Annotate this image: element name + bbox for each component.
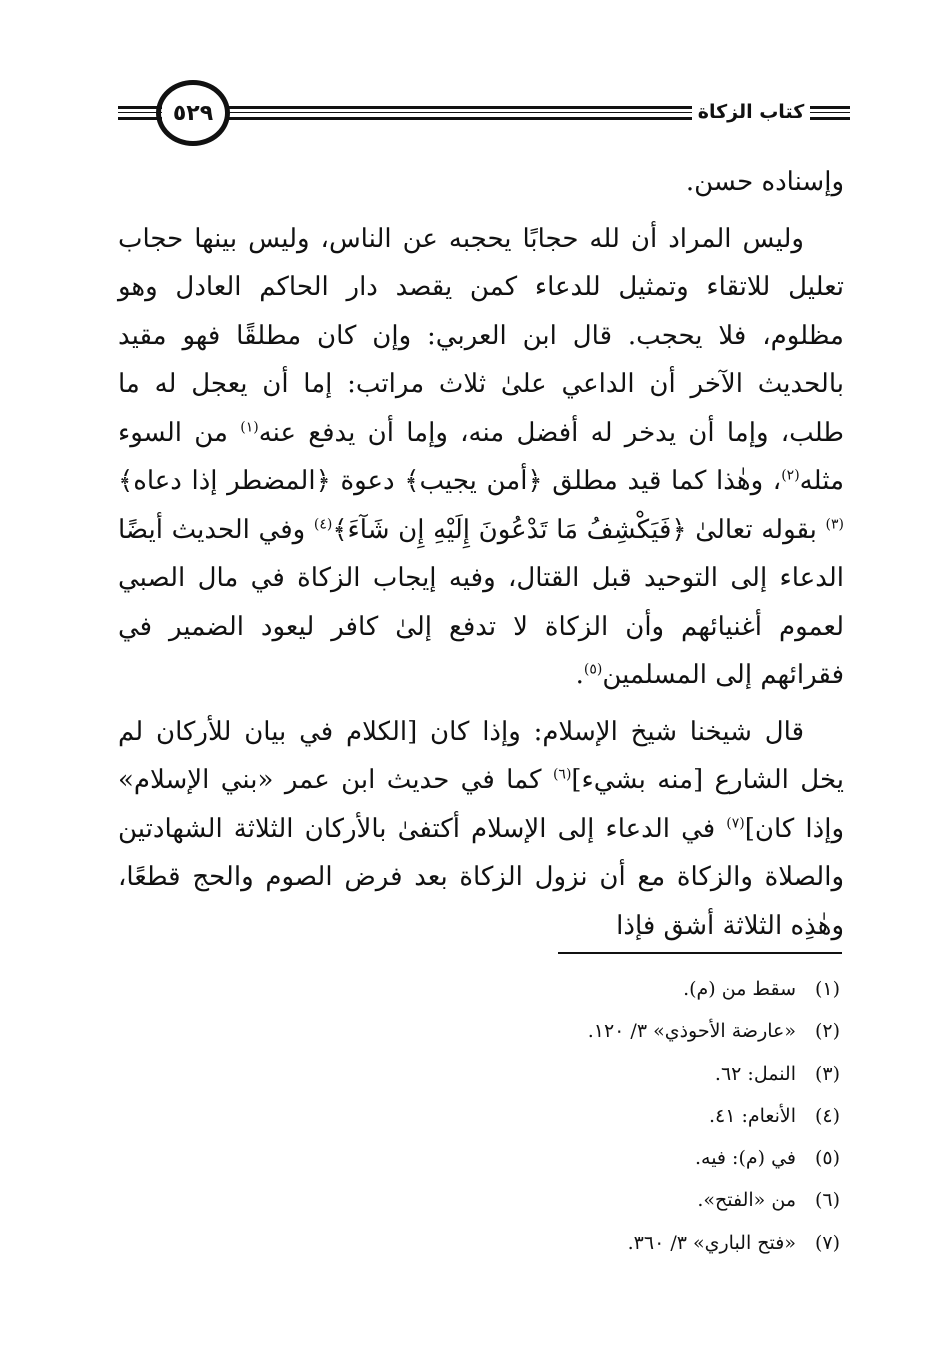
footnote-item <box>300 1222 840 1264</box>
main-text <box>118 158 844 950</box>
footnote-item <box>300 1179 840 1221</box>
paragraph-2 <box>118 215 844 700</box>
footnote-ref-4: (٤) <box>313 515 333 532</box>
footnote-text: سقط من (م). <box>683 978 796 1000</box>
text-segment: كما في حديث ابن عمر «بني الإسلام» وإذا كان] <box>118 765 844 844</box>
paragraph-3 <box>118 708 844 951</box>
footnote-separator <box>558 952 842 954</box>
footnote-ref-7: (٧) <box>726 814 745 831</box>
text-segment: من السوء مثله <box>118 417 844 496</box>
paragraph-1-text: وإسناده حسن. <box>685 167 844 197</box>
header-rule-right <box>810 106 850 120</box>
page-number-badge <box>156 80 230 146</box>
text-segment: وفي الحديث أيضًا الدعاء إلى التوحيد قبل القتال، وفيه إيجاب الزكاة في مال الصبي لعموم أغنيائهم وأن الزكاة لا تدفع إلىٰ كافر ليعود الضمير في فقرائهم إلى المسلمين <box>118 514 844 690</box>
footnote-text: «فتح الباري» ٣/ ٣٦٠. <box>627 1231 796 1254</box>
text-segment: في الدعاء إلى الإسلام أكتفىٰ بالأركان الثلاثة الشهادتين والصلاة والزكاة مع أن نزول الزكاة بعد فرض الصوم والحج قطعًا، وهٰذِه الثلاثة أشق فإذا <box>118 813 844 941</box>
footnotes-list <box>300 968 840 1264</box>
running-title: كتاب الزكاة <box>697 101 805 123</box>
text-segment: . <box>575 660 584 690</box>
footnote-ref-1: (١) <box>240 418 259 435</box>
footnote-ref-3: (٣) <box>825 515 844 532</box>
footnote-number: (٤) <box>814 1104 840 1127</box>
page-header <box>118 78 850 152</box>
footnote-item <box>300 968 840 1010</box>
header-rule-middle <box>226 106 692 120</box>
footnote-ref-5: (٥) <box>583 661 603 678</box>
footnote-text: «عارضة الأحوذي» ٣/ ١٢٠. <box>587 1020 796 1043</box>
footnote-text: من «الفتح». <box>697 1189 796 1212</box>
footnote-number: (٧) <box>814 1231 840 1254</box>
footnote-number: (٥) <box>814 1147 840 1170</box>
footnote-text: في (م): فيه. <box>694 1147 796 1170</box>
text-segment: ، وهٰذا كما قيد مطلق ﴿أمن يجيب﴾ دعوة ﴿المضطر إذا دعاه﴾ <box>118 466 782 496</box>
text-segment: قال شيخنا شيخ الإسلام: وإذا كان [الكلام في بيان للأركان لم يخل الشارع [منه بشيء] <box>118 716 844 795</box>
footnote-ref-2: (٢) <box>781 467 800 484</box>
footnote-item <box>300 1053 840 1095</box>
text-segment: وليس المراد أن لله حجابًا يحجبه عن الناس، وليس بينها حجاب تعليل للاتقاء وتمثيل للدعاء كمن يقصد دار الحاكم العادل وهو مظلوم، فلا يحجب. قال ابن العربي: وإن كان مطلقًا فهو مقيد بالحديث الآخر أن الداعي علىٰ ثلاث مراتب: إما أن يعجل له ما طلب، وإما أن يدخر له أفضل منه، وإما أن يدفع عنه <box>118 223 844 448</box>
footnote-number: (٣) <box>814 1062 840 1085</box>
footnote-text: النمل: ٦٢. <box>714 1062 796 1085</box>
footnote-item <box>300 1010 840 1052</box>
text-segment: بقوله تعالىٰ ﴿فَيَكْشِفُ مَا تَدْعُونَ إِلَيْهِ إِن شَآءَ﴾ <box>332 514 826 545</box>
footnote-ref-6: (٦) <box>552 766 572 783</box>
footnote-number: (١) <box>814 978 840 1000</box>
footnote-text: الأنعام: ٤١. <box>708 1104 796 1127</box>
page-number: ٥٢٩ <box>172 100 214 126</box>
footnote-item <box>300 1095 840 1137</box>
footnote-item <box>300 1137 840 1179</box>
paragraph-1 <box>118 158 844 207</box>
footnote-number: (٦) <box>814 1189 840 1212</box>
footnote-number: (٢) <box>814 1020 840 1043</box>
